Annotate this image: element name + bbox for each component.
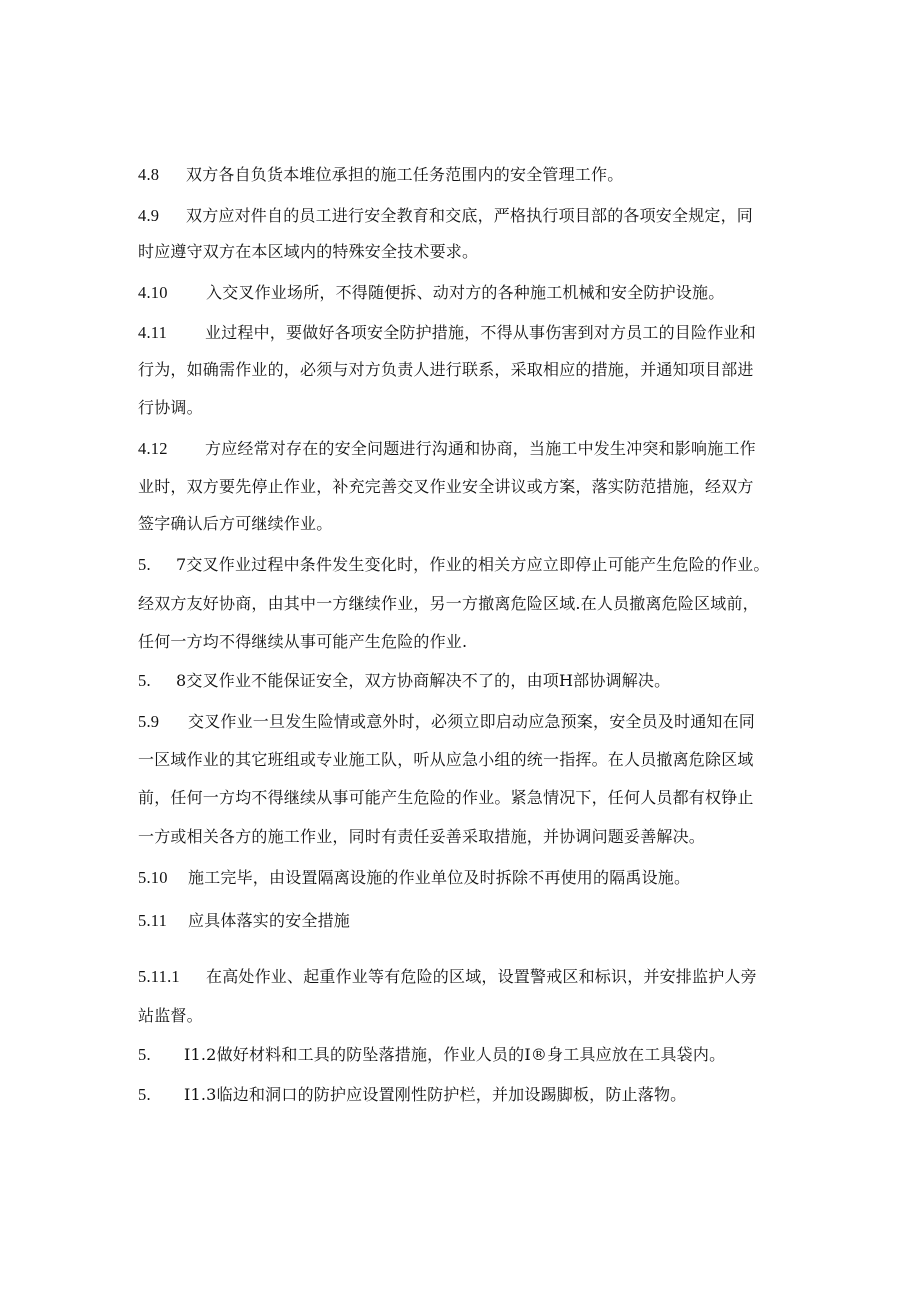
paragraph-text: 经双方友好协商，由其中一方继续作业，另一方撤离危险区域.在人员撤离危险区域前， [138,594,759,613]
paragraph-4-12-line-3 [138,514,788,534]
paragraph-text: 交叉作业一旦发生险情或意外时，必须立即启动应急预案，安全员及时通知在同 [188,712,756,731]
paragraph-number: 5. [138,1045,151,1064]
paragraph-number: 5.11 [138,911,168,930]
paragraph-5-7-line-2 [138,594,788,614]
paragraph-text: 前，任何一方均不得继续从事可能产生危险的作业。紧急情况下，任何人员都有权铮止 [138,788,754,807]
paragraph-text: 一区域作业的其它班组或专业施工队，听从应急小组的统一指挥。在人员撤离危除区域 [138,750,754,769]
paragraph-number: 5.9 [138,712,160,731]
paragraph-4-10-line-1 [138,283,788,303]
paragraph-text: 一方或相关各方的施工作业，同时有责任妥善采取措施，并协调问题妥善解决。 [138,827,706,846]
paragraph-text: 行为，如确需作业的，必须与对方负责人进行联系，采取相应的措施，并通知项目部进 [138,360,754,379]
paragraph-4-9-line-2 [138,242,788,262]
paragraph-number: 4.10 [138,283,168,302]
paragraph-5-11-3-line-1 [138,1085,788,1105]
paragraph-number: 4.9 [138,206,160,225]
paragraph-text: 任何一方均不得继续从事可能产生危险的作业. [138,632,468,651]
paragraph-4-11-line-2 [138,360,788,380]
paragraph-number: 4.11 [138,323,168,342]
paragraph-number: 5. [138,671,151,690]
paragraph-text: 业过程中，要做好各项安全防护措施，不得从事伤害到对方员工的目险作业和 [205,323,756,342]
paragraph-text: 在高处作业、起重作业等有危险的区域，设置警戒区和标识，并安排监护人旁 [206,967,757,986]
paragraph-4-8-line-1 [138,165,788,185]
paragraph-text: 业时，双方要先停止作业，补充完善交叉作业安全讲议或方案，落实防范措施，经双方 [138,477,754,496]
paragraph-text: 方应经常对存在的安全问题进行沟通和协商，当施工中发生冲突和影响施工作 [205,439,756,458]
paragraph-text: 双方各自负货本堆位承担的施工任务范围内的安全管理工作。 [186,165,624,184]
paragraph-text: 7交叉作业过程中条件发生变化时，作业的相关方应立即停止可能产生危险的作业。 [176,555,770,574]
paragraph-number: 5.10 [138,868,168,887]
paragraph-text: 入交叉作业场所，不得随便拆、动对方的各种施工机械和安全防护设施。 [206,283,725,302]
paragraph-4-9-line-1 [138,206,788,226]
paragraph-text: I1.2做好材料和工具的防坠落措施，作业人员的I®身工具应放在工具袋内。 [184,1045,726,1064]
paragraph-4-11-line-3 [138,398,788,418]
paragraph-text: 行协调。 [138,398,203,417]
paragraph-4-12-line-2 [138,477,788,497]
paragraph-5-11-1-line-2 [138,1006,788,1026]
paragraph-text: 施工完毕，由设置隔离设施的作业单位及时拆除不再使用的隔禹设施。 [188,868,691,887]
paragraph-text: 应具体落实的安全措施 [188,911,351,930]
paragraph-text: I1.3临边和洞口的防护应设置刚性防护栏，并加设踢脚板，防止落物。 [184,1085,687,1104]
paragraph-5-9-line-2 [138,750,788,770]
paragraph-5-9-line-1 [138,712,788,732]
paragraph-5-9-line-4 [138,827,788,847]
paragraph-5-11-2-line-1 [138,1045,788,1065]
paragraph-text: 双方应对件自的员工进行安全教育和交底，严格执行项目部的各项安全规定，同 [186,206,754,225]
paragraph-5-10-line-1 [138,868,788,888]
paragraph-text: 站监督。 [138,1006,203,1025]
paragraph-5-7-line-1 [138,555,788,575]
paragraph-number: 4.12 [138,439,168,458]
paragraph-number: 4.8 [138,165,160,184]
paragraph-5-7-line-3 [138,632,788,652]
paragraph-5-11-1-line-1 [138,967,788,987]
paragraph-5-8-line-1 [138,671,788,691]
paragraph-text: 8交叉作业不能保证安全，双方协商解决不了的，由项H部协调解决。 [176,671,671,690]
paragraph-5-9-line-3 [138,788,788,808]
paragraph-text: 时应遵守双方在本区域内的特殊安全技术要求。 [138,242,479,261]
paragraph-text: 签字确认后方可继续作业。 [138,514,333,533]
paragraph-4-12-line-1 [138,439,788,459]
paragraph-5-11-line-1 [138,911,788,931]
paragraph-number: 5.11.1 [138,967,180,986]
paragraph-number: 5. [138,555,151,574]
paragraph-4-11-line-1 [138,323,788,343]
paragraph-number: 5. [138,1085,151,1104]
